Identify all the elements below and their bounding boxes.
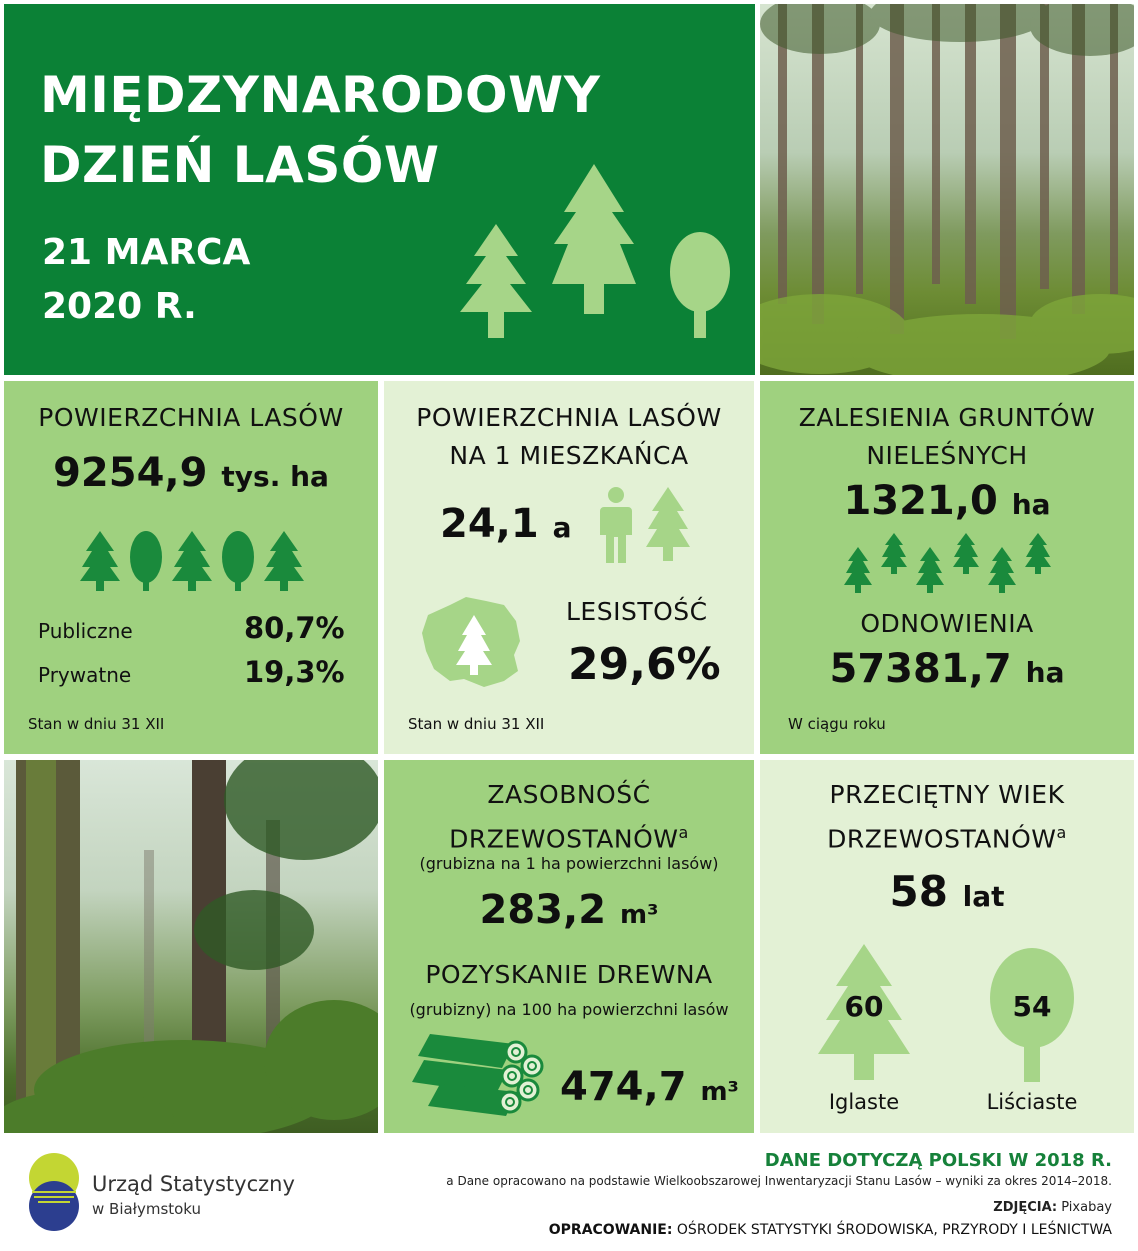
title-line-2: DZIEŃ LASÓW — [40, 136, 440, 194]
harvest-subtitle: (grubizny) na 100 ha powierzchni lasów — [409, 1000, 729, 1019]
footer — [0, 1138, 1138, 1251]
renewal-label: ODNOWIENIA — [860, 609, 1034, 638]
stock-tile — [384, 760, 754, 1133]
stock-value: 283,2 m³ — [479, 887, 659, 933]
age-tile — [760, 760, 1134, 1133]
afforestation-unit: ha — [1011, 488, 1051, 521]
deciduous-label: Liściaste — [986, 1090, 1078, 1114]
harvest-unit: m³ — [700, 1077, 739, 1107]
age-value: 58 lat — [889, 867, 1005, 916]
per-capita-value: 24,1 a — [440, 501, 572, 547]
forest-area-title: POWIERZCHNIA LASÓW — [38, 403, 344, 432]
per-capita-title: POWIERZCHNIA LASÓW NA 1 MIESZKAŃCA — [416, 403, 722, 470]
logs-icon — [408, 1028, 548, 1116]
header-trees-icon — [456, 162, 746, 342]
forest-cover-label: LESISTOŚĆ — [566, 597, 708, 626]
young-trees-icon — [844, 531, 1054, 595]
age-footnote-marker: a — [1056, 823, 1067, 842]
photo-pine-forest — [760, 4, 1134, 375]
coniferous-value: 60 — [844, 990, 884, 1023]
afforestation-note: W ciągu roku — [788, 715, 886, 733]
private-label: Prywatne — [38, 663, 132, 687]
header-panel — [4, 4, 755, 375]
per-capita-note: Stan w dniu 31 XII — [408, 715, 545, 733]
office-logo-icon — [28, 1152, 80, 1232]
stock-title: ZASOBNOŚĆ DRZEWOSTANÓW$^a$ — [449, 780, 689, 854]
date-line-1: 21 MARCA — [42, 232, 251, 273]
age-unit: lat — [962, 880, 1005, 913]
event-date — [42, 226, 250, 334]
stock-subtitle: (grubizna na 1 ha powierzchni lasów) — [419, 854, 719, 873]
poland-map-icon — [420, 593, 524, 689]
coniferous-label: Iglaste — [828, 1090, 900, 1114]
photo-misty-forest — [4, 760, 378, 1133]
forest-area-unit: tys. ha — [221, 460, 329, 493]
logo-text-line-1: Urząd Statystyczny — [92, 1172, 295, 1196]
stock-unit: m³ — [619, 900, 659, 930]
public-label: Publiczne — [38, 619, 133, 643]
harvest-title: POZYSKANIE DREWNA — [425, 960, 713, 989]
afforestation-tile — [760, 381, 1134, 754]
date-line-2: 2020 R. — [42, 286, 197, 327]
per-capita-tile — [384, 381, 754, 754]
photo-credits: ZDJĘCIA: Pixabay — [993, 1200, 1112, 1215]
forest-cover-value: 29,6% — [568, 639, 721, 690]
afforestation-value: 1321,0 ha — [843, 478, 1051, 524]
stock-footnote-marker: a — [678, 823, 689, 842]
title-line-1: MIĘDZYNARODOWY — [40, 66, 601, 124]
private-value: 19,3% — [244, 655, 345, 689]
renewal-unit: ha — [1025, 656, 1065, 689]
harvest-value: 474,7 m³ — [560, 1064, 739, 1110]
age-title: PRZECIĘTNY WIEK DRZEWOSTANÓW$^a$ — [827, 780, 1067, 854]
forest-area-tile — [4, 381, 378, 754]
deciduous-value: 54 — [1012, 990, 1052, 1023]
prepared-by: OPRACOWANIE: OŚRODEK STATYSTYKI ŚRODOWISKA, PRZYRODY I LEŚNICTWA — [548, 1222, 1112, 1238]
logo-text-line-2: w Białymstoku — [92, 1200, 202, 1218]
per-capita-unit: a — [552, 511, 572, 544]
person-and-tree-icon — [596, 485, 696, 565]
forest-area-note: Stan w dniu 31 XII — [28, 715, 165, 733]
forest-area-value: 9254,9 tys. ha — [53, 450, 329, 496]
forest-area-trees-icon — [80, 529, 304, 591]
footnote-a: a Dane opracowano na podstawie Wielkoobszarowej Inwentaryzacji Stanu Lasów – wyniki za okres 2014–2018. — [446, 1174, 1112, 1188]
renewal-value: 57381,7 ha — [829, 646, 1065, 692]
public-value: 80,7% — [244, 611, 345, 645]
afforestation-title: ZALESIENIA GRUNTÓW NIELEŚNYCH — [798, 403, 1096, 470]
data-year-headline: DANE DOTYCZĄ POLSKI W 2018 R. — [764, 1150, 1112, 1171]
